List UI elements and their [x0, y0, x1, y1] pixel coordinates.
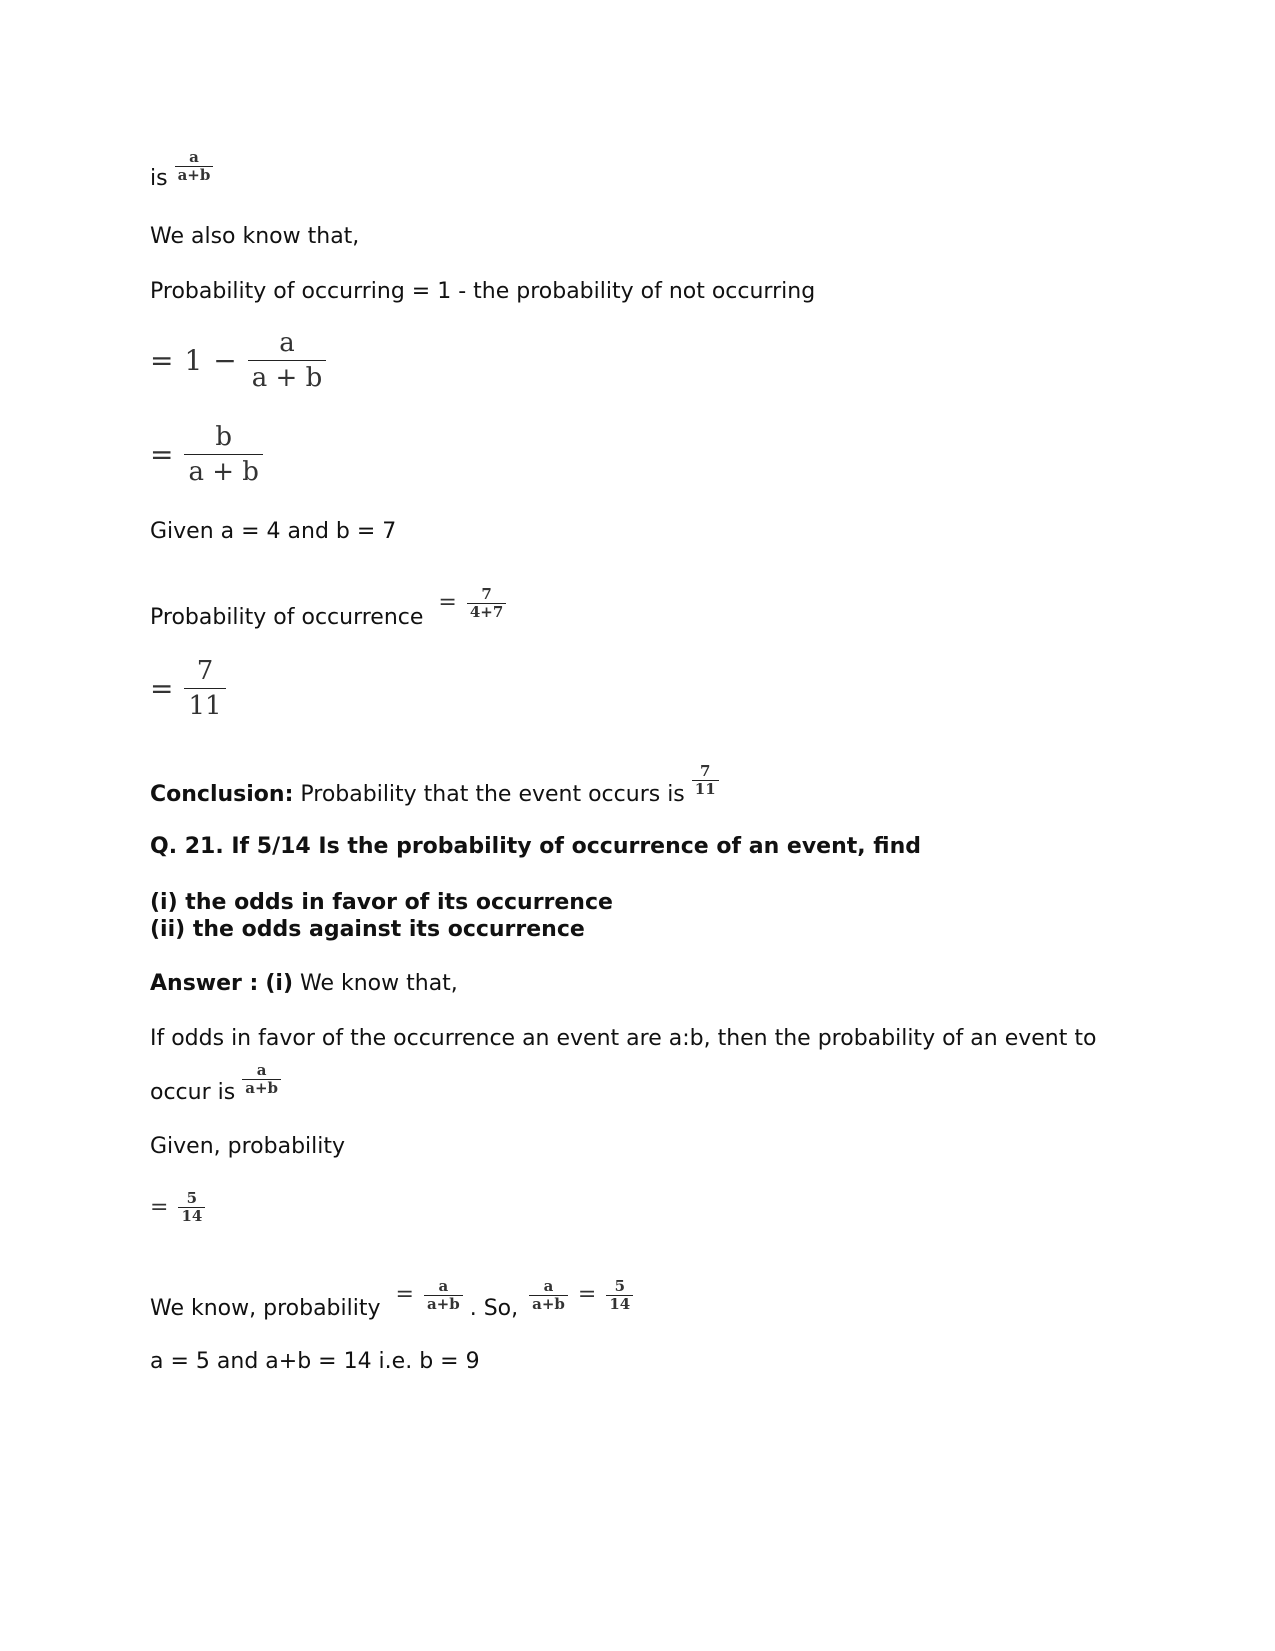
numerator: 5	[614, 1276, 625, 1295]
equation-b-over-a-plus-b	[150, 420, 263, 489]
fraction-a-over-a-plus-b	[248, 326, 326, 395]
text-is: is	[150, 166, 168, 191]
fraction-7-over-11	[184, 654, 225, 723]
denominator: a + b	[188, 457, 259, 487]
equation-one-minus-fraction	[150, 326, 326, 395]
fraction-5-over-14	[606, 1278, 633, 1313]
numerator: 5	[186, 1189, 198, 1207]
equals-sign: =	[150, 1194, 169, 1220]
fraction-b-over-a-plus-b	[184, 420, 262, 489]
minus-sign: −	[213, 343, 237, 377]
numerator: 7	[481, 584, 492, 603]
line-we-know-probability	[150, 1268, 633, 1322]
question-21-part-ii: (ii) the odds against its occurrence	[150, 917, 585, 942]
numerator: a	[189, 147, 199, 166]
denominator: a+b	[177, 165, 211, 184]
numerator: a	[279, 328, 295, 358]
equals-sign: =	[150, 343, 174, 377]
line-occur-is	[150, 1052, 281, 1106]
denominator: 14	[609, 1294, 631, 1313]
paragraph-given-values: Given a = 4 and b = 7	[150, 519, 397, 544]
denominator: 14	[181, 1207, 203, 1225]
fraction-7-over-4-plus-7	[467, 586, 506, 621]
line-is-fraction	[150, 140, 213, 192]
number-one: 1	[184, 343, 203, 377]
equation-5-over-14	[150, 1190, 205, 1225]
paragraph-if-odds-in-favor: If odds in favor of the occurrence an event are a:b, then the probability of an event to	[150, 1026, 1097, 1051]
answer-text: We know that,	[300, 971, 458, 996]
conclusion-label: Conclusion:	[150, 782, 294, 807]
text-so: . So,	[469, 1296, 519, 1321]
denominator: a + b	[251, 363, 323, 393]
question-21-title: Q. 21. If 5/14 Is the probability of occurrence of an event, find	[150, 834, 921, 859]
denominator: 11	[188, 691, 222, 721]
line-answer	[150, 971, 458, 997]
paragraph-probability-of-occurring: Probability of occurring = 1 - the probability of not occurring	[150, 279, 816, 304]
denominator: a+b	[426, 1294, 460, 1313]
line-probability-of-occurrence	[150, 575, 506, 631]
paragraph-a-equals-5: a = 5 and a+b = 14 i.e. b = 9	[150, 1349, 480, 1374]
equals-sign: =	[150, 437, 174, 471]
fraction-7-over-11	[692, 763, 719, 798]
equals-sign: =	[438, 590, 457, 615]
line-conclusion	[150, 752, 719, 808]
fraction-a-over-a-plus-b-second	[529, 1278, 568, 1313]
text-probability-of-occurrence: Probability of occurrence	[150, 605, 424, 630]
denominator: 4+7	[469, 602, 504, 621]
answer-part: (i)	[265, 971, 293, 996]
equals-sign: =	[150, 671, 174, 705]
numerator: a	[438, 1276, 449, 1295]
paragraph-given-probability: Given, probability	[150, 1134, 346, 1159]
denominator: a+b	[532, 1294, 565, 1313]
equals-sign: =	[395, 1282, 414, 1307]
fraction-a-over-a-plus-b	[175, 149, 214, 184]
fraction-a-over-a-plus-b	[424, 1278, 463, 1313]
fraction-5-over-14	[178, 1190, 205, 1225]
numerator: a	[256, 1060, 267, 1079]
text-occur-is: occur is	[150, 1080, 236, 1105]
numerator: b	[215, 422, 233, 452]
equals-sign: =	[577, 1282, 597, 1307]
denominator: 11	[694, 779, 716, 798]
conclusion-text: Probability that the event occurs is	[300, 782, 685, 807]
equation-7-over-11	[150, 654, 226, 723]
numerator: a	[543, 1276, 554, 1295]
question-21-part-i: (i) the odds in favor of its occurrence	[150, 890, 613, 915]
fraction-a-over-a-plus-b	[242, 1062, 281, 1097]
paragraph-we-also-know: We also know that,	[150, 224, 360, 249]
answer-label: Answer :	[150, 971, 259, 996]
numerator: 7	[700, 761, 711, 780]
denominator: a+b	[245, 1078, 278, 1097]
text-we-know-probability: We know, probability	[150, 1296, 381, 1321]
numerator: 7	[196, 656, 214, 686]
